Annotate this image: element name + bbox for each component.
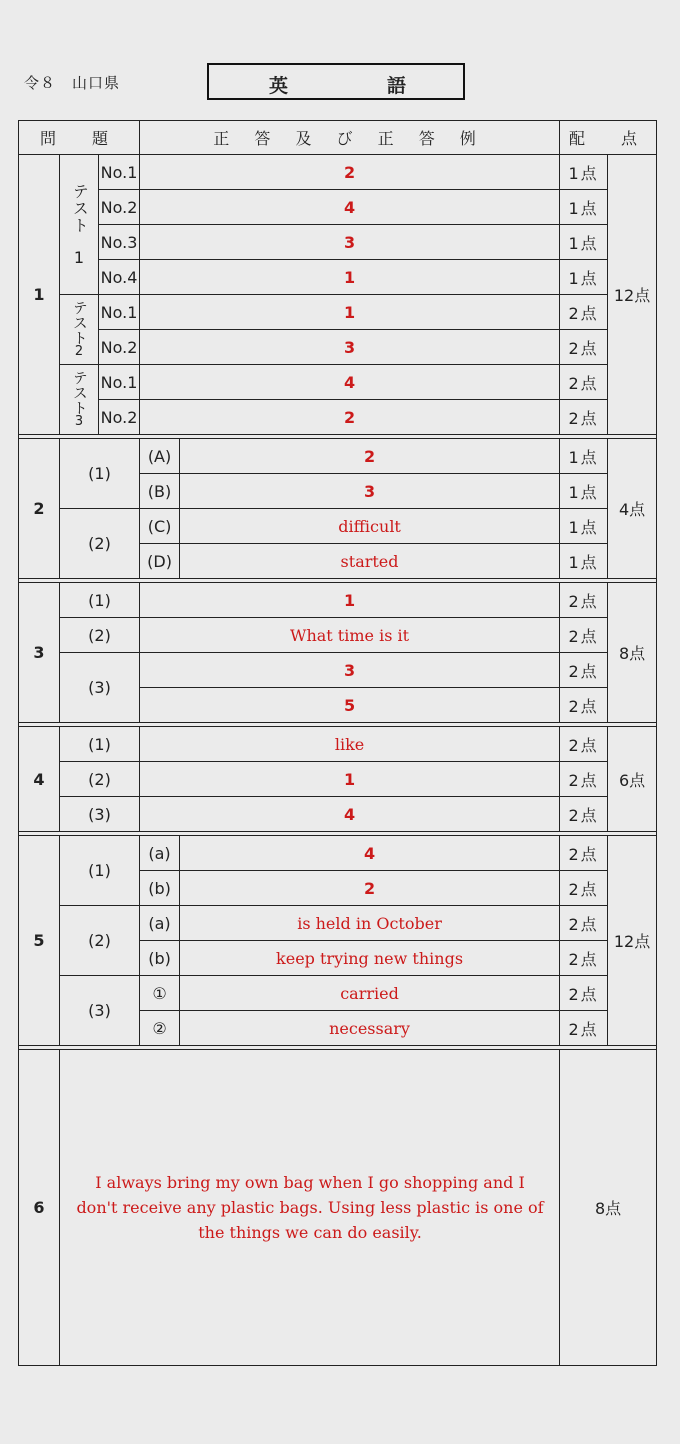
points: 2点 xyxy=(560,941,608,976)
points: 2点 xyxy=(560,906,608,941)
column-header-answer: 正 答 及 び 正 答 例 xyxy=(140,121,560,155)
answer: 5 xyxy=(140,688,560,723)
table-row xyxy=(19,976,657,1011)
part-label: (2) xyxy=(60,762,140,797)
question-number: 1 xyxy=(19,155,60,435)
answer: 4 xyxy=(140,190,560,225)
points: 2点 xyxy=(560,727,608,762)
sub-label: (A) xyxy=(140,439,180,474)
total-points: 8点 xyxy=(608,583,657,723)
table-row xyxy=(19,797,657,832)
answer: 3 xyxy=(140,225,560,260)
points: 2点 xyxy=(560,365,608,400)
part-label: (2) xyxy=(60,906,140,976)
table-row xyxy=(19,618,657,653)
total-points: 6点 xyxy=(608,727,657,832)
question-number: 6 xyxy=(19,1050,60,1366)
subject-title-char-2: 語 xyxy=(387,75,407,97)
total-points: 4点 xyxy=(608,439,657,579)
points: 1点 xyxy=(560,190,608,225)
question-number: 4 xyxy=(19,727,60,832)
item-number: No.1 xyxy=(99,155,140,190)
sub-label: (a) xyxy=(140,836,180,871)
answer: 2 xyxy=(140,400,560,435)
item-number: No.1 xyxy=(99,295,140,330)
table-row xyxy=(19,225,657,260)
table-row xyxy=(19,762,657,797)
points: 2点 xyxy=(560,295,608,330)
answer-key-table xyxy=(18,120,657,1366)
essay-answer: I always bring my own bag when I go shopping and I don't receive any plastic bags. Using less plastic is one of the things we can do easily. xyxy=(60,1050,560,1366)
sub-label: (D) xyxy=(140,544,180,579)
points: 2点 xyxy=(560,583,608,618)
item-number: No.3 xyxy=(99,225,140,260)
answer: started xyxy=(180,544,560,579)
total-points: 12点 xyxy=(608,836,657,1046)
part-label: (2) xyxy=(60,509,140,579)
header-row xyxy=(19,121,657,155)
column-header-score: 配 点 xyxy=(560,121,657,155)
table-row xyxy=(19,906,657,941)
question-number: 3 xyxy=(19,583,60,723)
part-label: (1) xyxy=(60,583,140,618)
answer: is held in October xyxy=(180,906,560,941)
sub-label: ② xyxy=(140,1011,180,1046)
answer: 3 xyxy=(140,653,560,688)
points: 2点 xyxy=(560,976,608,1011)
table-row xyxy=(19,439,657,474)
points: 8点 xyxy=(560,1050,657,1366)
item-number: No.4 xyxy=(99,260,140,295)
item-number: No.1 xyxy=(99,365,140,400)
answer: 4 xyxy=(180,836,560,871)
points: 1点 xyxy=(560,225,608,260)
answer: 4 xyxy=(140,365,560,400)
answer: 2 xyxy=(180,439,560,474)
part-label: (3) xyxy=(60,976,140,1046)
answer: 3 xyxy=(180,474,560,509)
answer: What time is it xyxy=(140,618,560,653)
points: 2点 xyxy=(560,836,608,871)
points: 2点 xyxy=(560,653,608,688)
part-label: (1) xyxy=(60,727,140,762)
test-label: テスト 1 xyxy=(60,155,99,295)
answer: 4 xyxy=(140,797,560,832)
answer: 2 xyxy=(180,871,560,906)
total-points: 12点 xyxy=(608,155,657,435)
part-label: (1) xyxy=(60,836,140,906)
points: 2点 xyxy=(560,762,608,797)
part-label: (1) xyxy=(60,439,140,509)
test-label: テスト 3 xyxy=(60,365,99,435)
test-label: テスト 2 xyxy=(60,295,99,365)
part-label: (3) xyxy=(60,797,140,832)
answer: 1 xyxy=(140,583,560,618)
answer: carried xyxy=(180,976,560,1011)
points: 1点 xyxy=(560,155,608,190)
points: 1点 xyxy=(560,439,608,474)
part-label: (2) xyxy=(60,618,140,653)
question-number: 5 xyxy=(19,836,60,1046)
table-row xyxy=(19,1050,657,1366)
points: 1点 xyxy=(560,509,608,544)
table-row xyxy=(19,509,657,544)
table-row xyxy=(19,330,657,365)
answer: 1 xyxy=(140,260,560,295)
subject-title-box xyxy=(207,63,465,100)
points: 2点 xyxy=(560,1011,608,1046)
prefecture-year: 令８ 山口県 xyxy=(24,74,121,92)
table-row xyxy=(19,836,657,871)
item-number: No.2 xyxy=(99,330,140,365)
points: 1点 xyxy=(560,544,608,579)
part-label: (3) xyxy=(60,653,140,723)
answer: difficult xyxy=(180,509,560,544)
answer: 1 xyxy=(140,295,560,330)
table-row xyxy=(19,260,657,295)
table-row xyxy=(19,583,657,618)
item-number: No.2 xyxy=(99,190,140,225)
answer: 3 xyxy=(140,330,560,365)
sub-label: (B) xyxy=(140,474,180,509)
sub-label: (b) xyxy=(140,941,180,976)
answer: 2 xyxy=(140,155,560,190)
points: 2点 xyxy=(560,797,608,832)
question-number: 2 xyxy=(19,439,60,579)
subject-title-char-1: 英 xyxy=(269,75,289,97)
sub-label: (C) xyxy=(140,509,180,544)
item-number: No.2 xyxy=(99,400,140,435)
column-header-question: 問 題 xyxy=(19,121,140,155)
points: 1点 xyxy=(560,260,608,295)
answer: keep trying new things xyxy=(180,941,560,976)
points: 2点 xyxy=(560,400,608,435)
points: 1点 xyxy=(560,474,608,509)
sub-label: (a) xyxy=(140,906,180,941)
table-row xyxy=(19,653,657,688)
points: 2点 xyxy=(560,871,608,906)
table-row xyxy=(19,295,657,330)
table-row xyxy=(19,190,657,225)
table-row xyxy=(19,400,657,435)
answer: 1 xyxy=(140,762,560,797)
table-row xyxy=(19,727,657,762)
answer: like xyxy=(140,727,560,762)
sub-label: ① xyxy=(140,976,180,1011)
table-row xyxy=(19,155,657,190)
points: 2点 xyxy=(560,330,608,365)
sub-label: (b) xyxy=(140,871,180,906)
table-row xyxy=(19,365,657,400)
points: 2点 xyxy=(560,688,608,723)
answer: necessary xyxy=(180,1011,560,1046)
points: 2点 xyxy=(560,618,608,653)
